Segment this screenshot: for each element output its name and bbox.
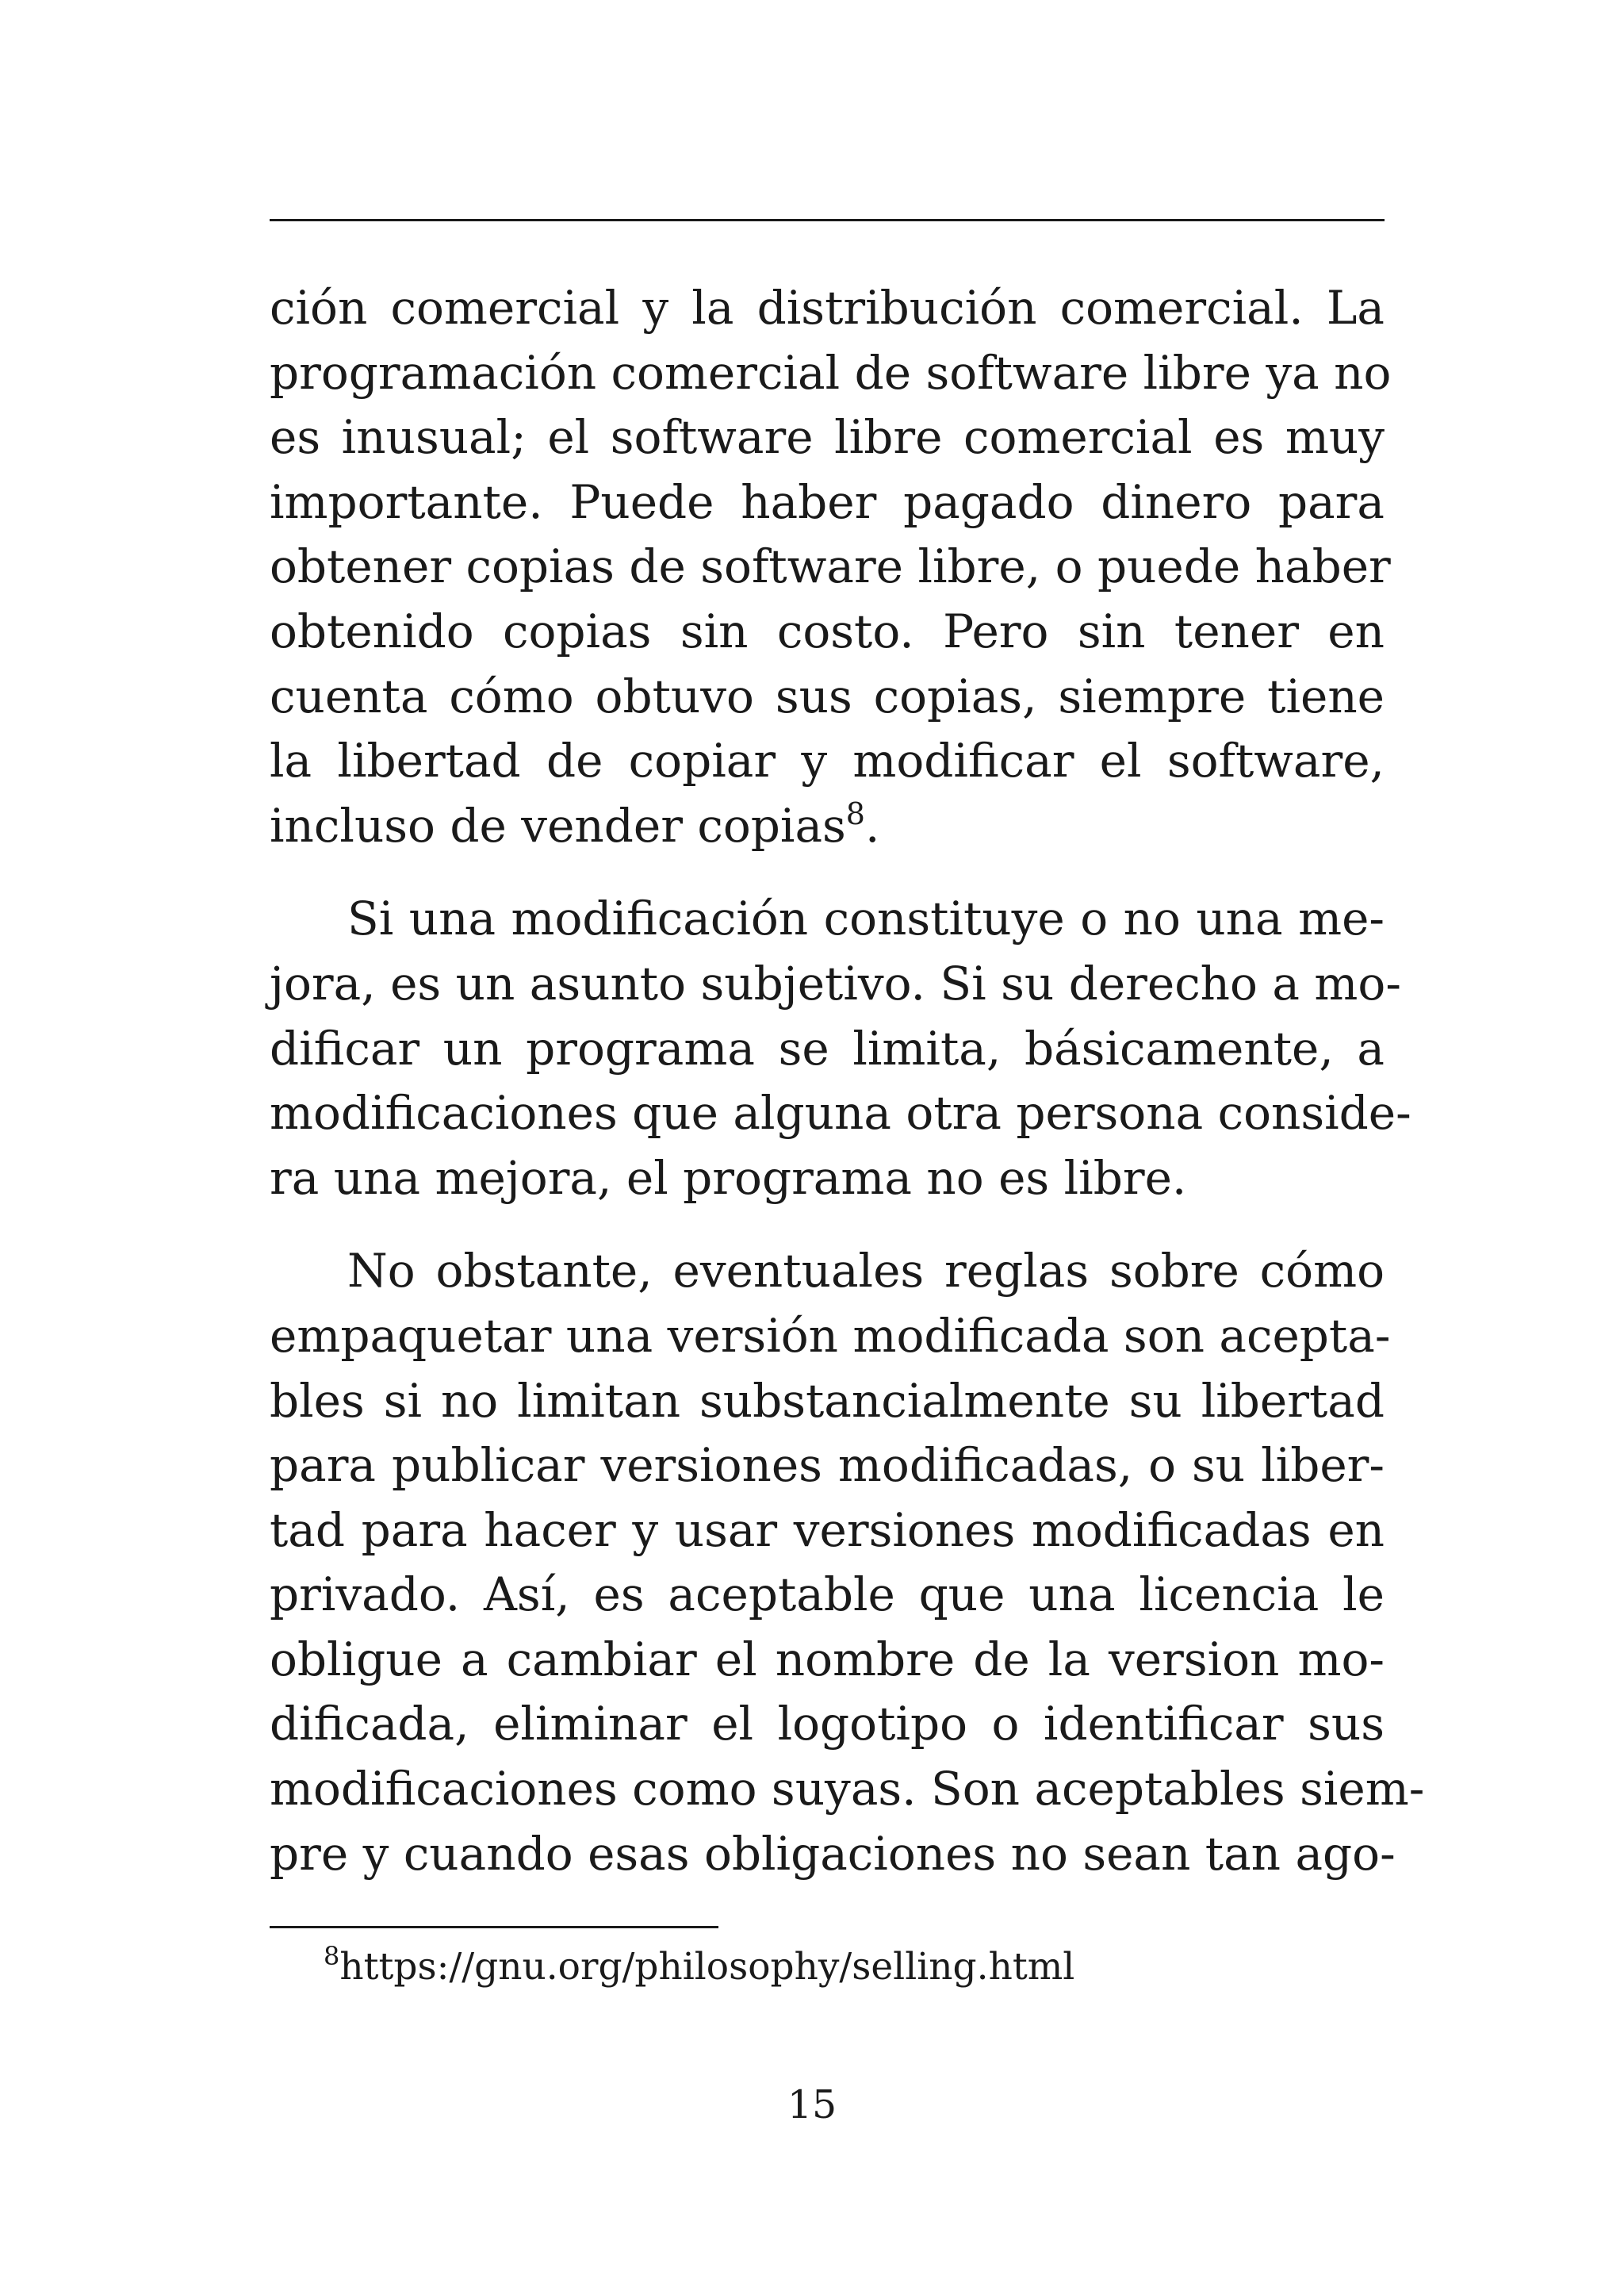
text-line (270, 794, 1385, 859)
text-line: pre y cuando esas obligaciones no sean tan ago- (270, 1826, 1396, 1881)
text-line: tad para hacer y usar versiones modificadas en (270, 1502, 1385, 1557)
text-line: modificaciones que alguna otra persona conside- (270, 1086, 1411, 1141)
paragraph-2 (270, 887, 1411, 1210)
footnote-reference[interactable]: 8 (845, 796, 865, 831)
body-text (270, 276, 1425, 1886)
text-line-content: incluso de vender copias (270, 798, 846, 853)
text-line: ción comercial y la distribución comercial. La (270, 281, 1385, 335)
header-rule (270, 219, 1385, 221)
sentence-period: . (864, 798, 880, 853)
footnote-rule (270, 1926, 718, 1928)
paragraph-gap (270, 1210, 1385, 1239)
text-line: No obstante, eventuales reglas sobre cómo (347, 1244, 1385, 1298)
text-line: jora, es un asunto subjetivo. Si su derecho a mo- (270, 956, 1401, 1011)
text-line: obtenido copias sin costo. Pero sin tener en (270, 604, 1385, 658)
text-line: importante. Puede haber pagado dinero para (270, 474, 1385, 529)
text-line: obligue a cambiar el nombre de la version mo- (270, 1632, 1385, 1686)
text-line: privado. Así, es aceptable que una licencia le (270, 1567, 1385, 1622)
footnote-marker: 8 (324, 1941, 340, 1971)
text-line: modificaciones como suyas. Son aceptables siem- (270, 1762, 1425, 1816)
footnote (324, 1942, 1074, 1993)
text-line: Si una modificación constituye o no una me- (347, 892, 1385, 946)
text-line: dificada, eliminar el logotipo o identificar sus (270, 1697, 1385, 1751)
text-line: dificar un programa se limita, básicamente, a (270, 1021, 1385, 1076)
text-line: obtener copias de software libre, o puede haber (270, 539, 1391, 594)
footnote-link[interactable]: https://gnu.org/philosophy/selling.html (339, 1945, 1075, 1989)
paragraph-3 (270, 1239, 1425, 1886)
paragraph-1 (270, 276, 1392, 858)
text-line: para publicar versiones modificadas, o su liber- (270, 1438, 1385, 1493)
text-line: la libertad de copiar y modificar el software, (270, 734, 1385, 788)
text-line: empaquetar una versión modificada son acepta- (270, 1308, 1391, 1363)
text-line: programación comercial de software libre ya no (270, 345, 1392, 400)
text-line: bles si no limitan substancialmente su libertad (270, 1373, 1385, 1428)
text-line: es inusual; el software libre comercial es muy (270, 410, 1385, 465)
page-number: 15 (787, 2082, 837, 2127)
text-line: ra una mejora, el programa no es libre. (270, 1150, 1187, 1205)
paragraph-gap (270, 858, 1385, 887)
text-line: cuenta cómo obtuvo sus copias, siempre tiene (270, 669, 1385, 723)
